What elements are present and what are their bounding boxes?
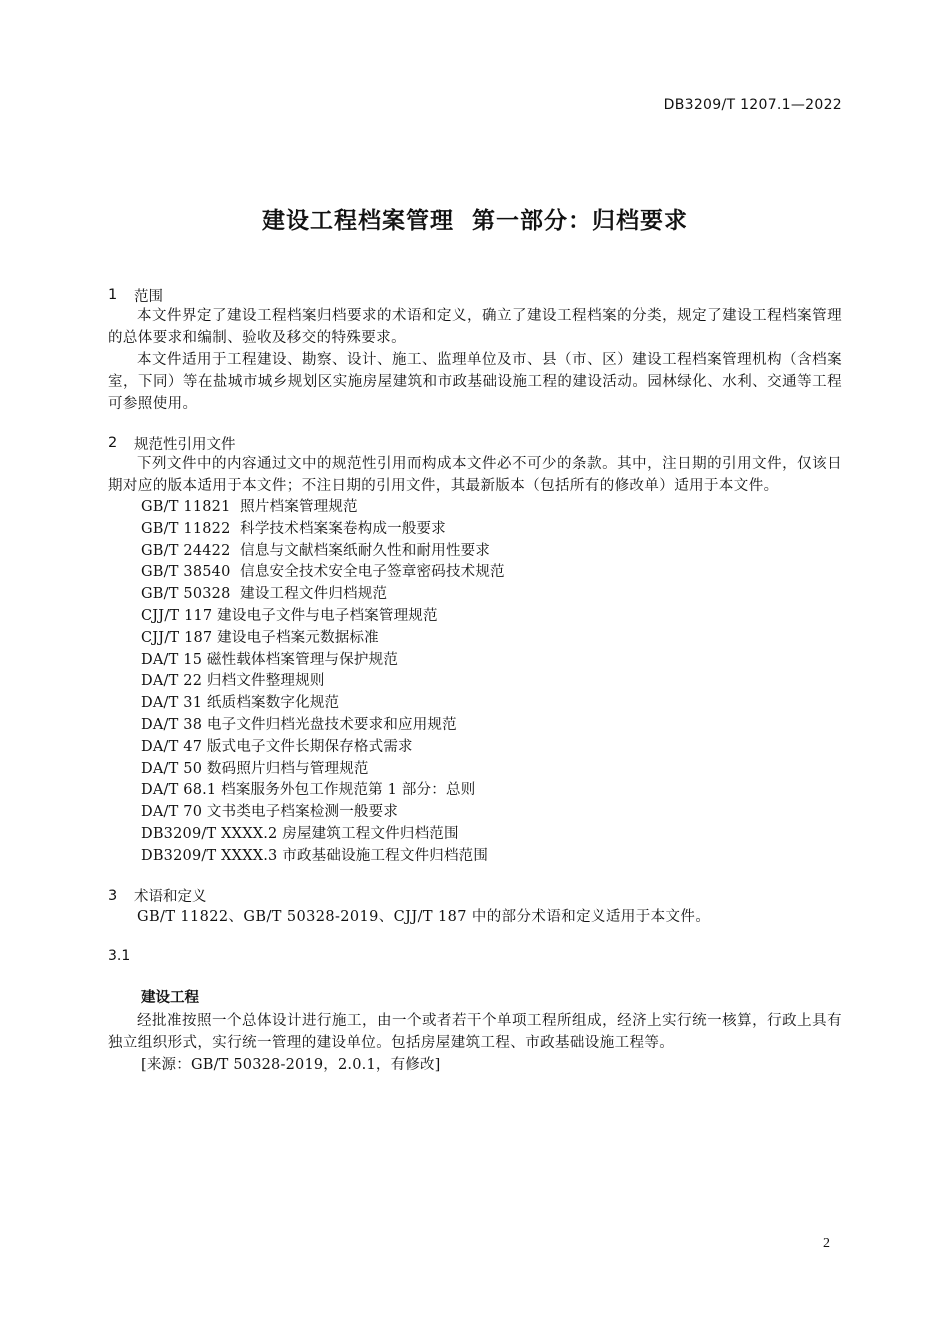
reference-item: DA/T 47 版式电子文件长期保存格式需求 (141, 738, 413, 755)
reference-list (108, 497, 842, 868)
term-definition: 经批准按照一个总体设计进行施工，由一个或者若干个单项工程所组成，经济上实行统一核算，行政上具有独立组织形式，实行统一管理的建设单位。包括房屋建筑工程、市政基础设施工程等。 (108, 1012, 842, 1051)
reference-item: GB/T 24422 信息与文献档案纸耐久性和耐用性要求 (141, 542, 491, 559)
reference-item: DA/T 22 归档文件整理规则 (141, 673, 325, 690)
reference-item: CJJ/T 187 建设电子档案元数据标准 (141, 629, 379, 646)
reference-item: DA/T 38 电子文件归档光盘技术要求和应用规范 (141, 716, 457, 733)
scope-paragraph-1: 本文件界定了建设工程档案归档要求的术语和定义，确立了建设工程档案的分类，规定了建设工程档案管理的总体要求和编制、验收及移交的特殊要求。 (108, 308, 842, 346)
terms-intro: GB/T 11822、GB/T 50328-2019、CJJ/T 187 中的部分术语和定义适用于本文件。 (137, 908, 711, 925)
term-title: 建设工程 (141, 989, 199, 1006)
section-title: 规范性引用文件 (134, 436, 236, 453)
reference-item: DA/T 70 文书类电子档案检测一般要求 (141, 804, 399, 821)
section-number: 2 (108, 435, 118, 451)
reference-item: DA/T 31 纸质档案数字化规范 (141, 695, 340, 712)
section-heading-normative-references (108, 433, 842, 453)
section-heading-terms (108, 886, 842, 906)
scope-paragraph-2: 本文件适用于工程建设、勘察、设计、施工、监理单位及市、县（市、区）建设工程档案管理机构（含档案室，下同）等在盐城市城乡规划区实施房屋建筑和市政基础设施工程的建设活动。园林绿化、水利、交通等工程可参照使用。 (108, 352, 842, 412)
reference-item: DA/T 68.1 档案服务外包工作规范第 1 部分：总则 (141, 782, 476, 799)
document-title: 建设工程档案管理 第一部分：归档要求 (261, 208, 688, 234)
document-body (108, 285, 842, 1076)
reference-item: DA/T 15 磁性载体档案管理与保护规范 (141, 651, 399, 668)
reference-item: DB3209/T XXXX.3 市政基础设施工程文件归档范围 (141, 847, 489, 864)
section-title: 术语和定义 (134, 889, 207, 906)
section-number: 3 (108, 887, 118, 904)
section-title: 范围 (134, 288, 163, 305)
reference-item: GB/T 50328 建设工程文件归档规范 (141, 586, 388, 603)
standard-code: DB3209/T 1207.1—2022 (663, 97, 842, 113)
references-intro: 下列文件中的内容通过文中的规范性引用而构成本文件必不可少的条款。其中，注日期的引用文件，仅该日期对应的版本适用于本文件；不注日期的引用文件，其最新版本（包括所有的修改单）适用于本文件。 (108, 456, 842, 494)
clause-number: 3.1 (108, 947, 131, 964)
term-source: [来源：GB/T 50328-2019，2.0.1，有修改] (141, 1056, 441, 1073)
reference-item: GB/T 11822 科学技术档案案卷构成一般要求 (141, 520, 446, 537)
page-number: 2 (823, 1236, 830, 1251)
reference-item: DA/T 50 数码照片归档与管理规范 (141, 760, 369, 777)
reference-item: GB/T 38540 信息安全技术安全电子签章密码技术规范 (141, 564, 505, 581)
reference-item: DB3209/T XXXX.2 房屋建筑工程文件归档范围 (141, 825, 459, 842)
reference-item: CJJ/T 117 建设电子文件与电子档案管理规范 (141, 607, 438, 624)
reference-item: GB/T 11821 照片档案管理规范 (141, 499, 358, 515)
section-heading-scope (108, 285, 842, 305)
section-number: 1 (108, 287, 118, 303)
